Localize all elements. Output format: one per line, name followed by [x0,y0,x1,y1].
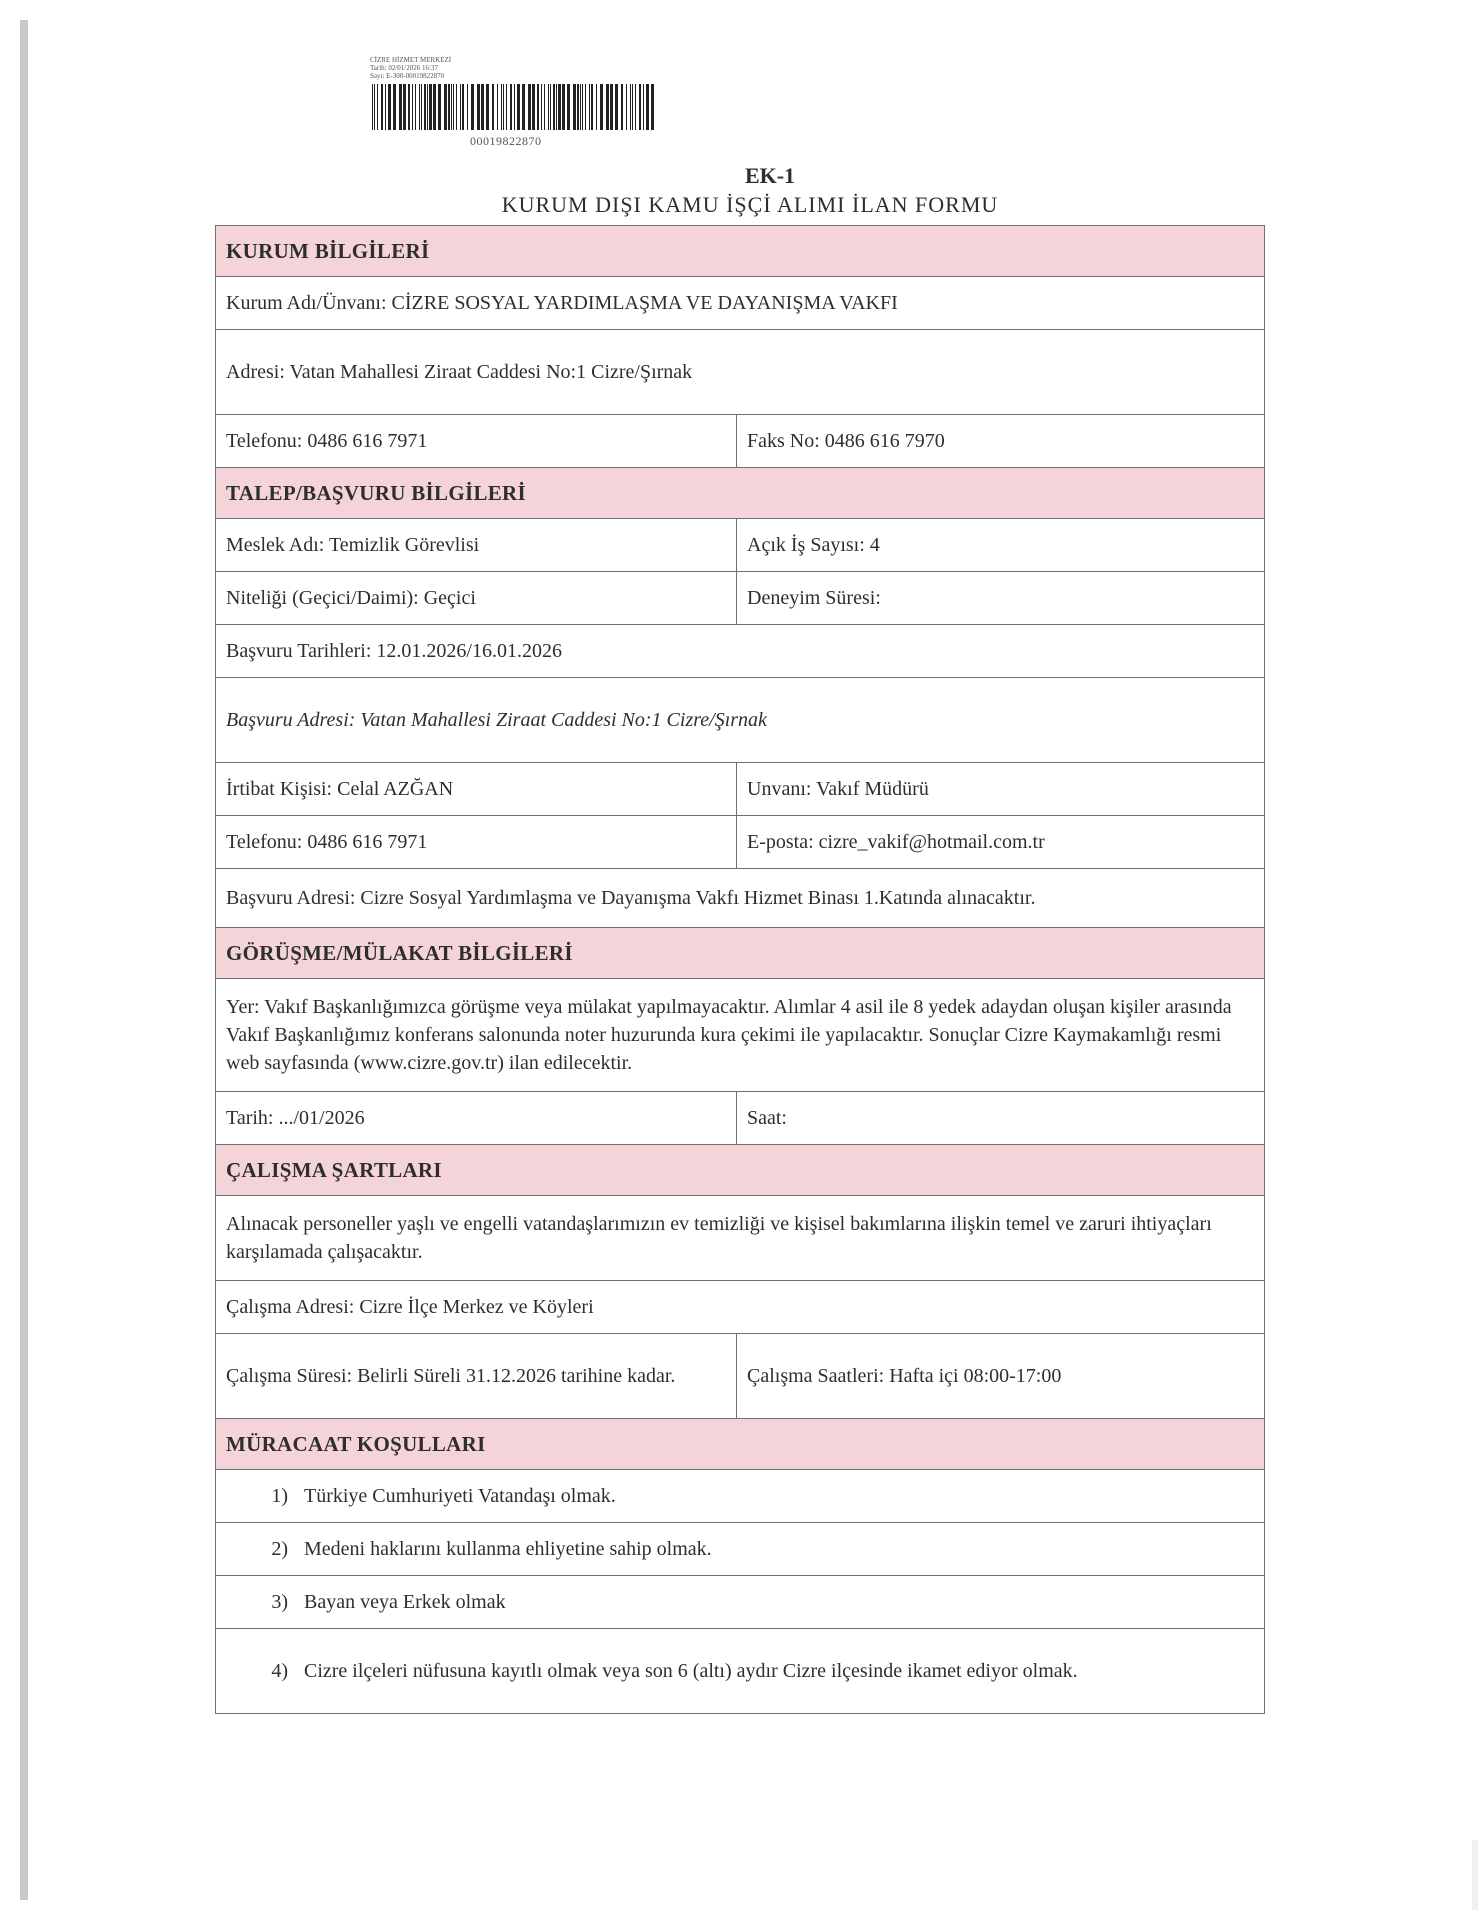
contact-person: İrtibat Kişisi: Celal AZĞAN [216,763,737,816]
contact-phone: Telefonu: 0486 616 7971 [216,816,737,869]
form-title: KURUM DIŞI KAMU İŞÇİ ALIMI İLAN FORMU [501,192,999,217]
scan-edge [20,20,28,1900]
section-talep: TALEP/BAŞVURU BİLGİLERİ [216,468,1265,519]
barcode-icon [370,84,660,130]
section-calisma: ÇALIŞMA ŞARTLARI [216,1145,1265,1196]
condition-number: 2) [271,1538,288,1560]
interview-date: Tarih: .../01/2026 [216,1092,737,1145]
barcode-ref: Sayı: E-300-00019822870 [370,72,445,80]
scan-edge-right [1472,1840,1478,1910]
contact-email: E-posta: cizre_vakif@hotmail.com.tr [737,816,1265,869]
job-nature: Niteliği (Geçici/Daimi): Geçici [216,572,737,625]
application-address: Başvuru Adresi: Vatan Mahallesi Ziraat Caddesi No:1 Cizre/Şırnak [216,678,1265,763]
work-hours: Çalışma Saatleri: Hafta içi 08:00-17:00 [737,1334,1265,1419]
barcode-number: 00019822870 [470,134,542,148]
experience-duration: Deneyim Süresi: [737,572,1265,625]
interview-time: Saat: [737,1092,1265,1145]
barcode-institution: CİZRE HİZMET MERKEZİ [370,56,452,64]
work-duration: Çalışma Süresi: Belirli Süreli 31.12.2026 tarihine kadar. [216,1334,737,1419]
condition-number: 4) [271,1660,288,1682]
announcement-form [215,225,1265,1714]
condition-text: Medeni haklarını kullanma ehliyetine sahip olmak. [304,1538,712,1560]
interview-place: Yer: Vakıf Başkanlığımızca görüşme veya mülakat yapılmayacaktır. Alımlar 4 asil ile 8 yedek adaydan oluşan kişiler arasında Vakıf Başkanlığımız konferans salonunda noter huzurunda kura çekimi ile yapılacaktır. Sonuçlar Cizre Kaymakamlığı resmi web sayfasında (www.cizre.gov.tr) ilan edilecektir. [216,979,1265,1092]
condition-item [216,1629,1265,1714]
section-kurum: KURUM BİLGİLERİ [216,226,1265,277]
institution-address: Adresi: Vatan Mahallesi Ziraat Caddesi No:1 Cizre/Şırnak [216,330,1265,415]
occupation-name: Meslek Adı: Temizlik Görevlisi [216,519,737,572]
condition-item [216,1523,1265,1576]
barcode-stamp [370,56,670,149]
institution-phone: Telefonu: 0486 616 7971 [216,415,737,468]
work-description: Alınacak personeller yaşlı ve engelli vatandaşlarımızın ev temizliği ve kişisel bakımlarına ilişkin temel ve zaruri ihtiyaçları karşılamada çalışacaktır. [216,1196,1265,1281]
condition-text: Cizre ilçeleri nüfusuna kayıtlı olmak veya son 6 (altı) aydır Cizre ilçesinde ikamet ediyor olmak. [304,1660,1078,1682]
barcode-date: Tarih: 02/01/2026 16:37 [370,64,438,72]
application-dates: Başvuru Tarihleri: 12.01.2026/16.01.2026 [216,625,1265,678]
document-header [300,162,1200,220]
section-muracaat: MÜRACAAT KOŞULLARI [216,1419,1265,1470]
institution-name: Kurum Adı/Ünvanı: CİZRE SOSYAL YARDIMLAŞMA VE DAYANIŞMA VAKFI [216,277,1265,330]
open-positions: Açık İş Sayısı: 4 [737,519,1265,572]
condition-number: 3) [271,1591,288,1613]
condition-text: Türkiye Cumhuriyeti Vatandaşı olmak. [304,1485,616,1507]
contact-title: Unvanı: Vakıf Müdürü [737,763,1265,816]
condition-item [216,1470,1265,1523]
condition-item [216,1576,1265,1629]
section-gorusme: GÖRÜŞME/MÜLAKAT BİLGİLERİ [216,928,1265,979]
condition-text: Bayan veya Erkek olmak [304,1591,506,1613]
application-address-2: Başvuru Adresi: Cizre Sosyal Yardımlaşma ve Dayanışma Vakfı Hizmet Binası 1.Katında alınacaktır. [216,869,1265,928]
annex-label: EK-1 [744,163,796,188]
institution-fax: Faks No: 0486 616 7970 [737,415,1265,468]
work-address: Çalışma Adresi: Cizre İlçe Merkez ve Köyleri [216,1281,1265,1334]
condition-number: 1) [271,1485,288,1507]
